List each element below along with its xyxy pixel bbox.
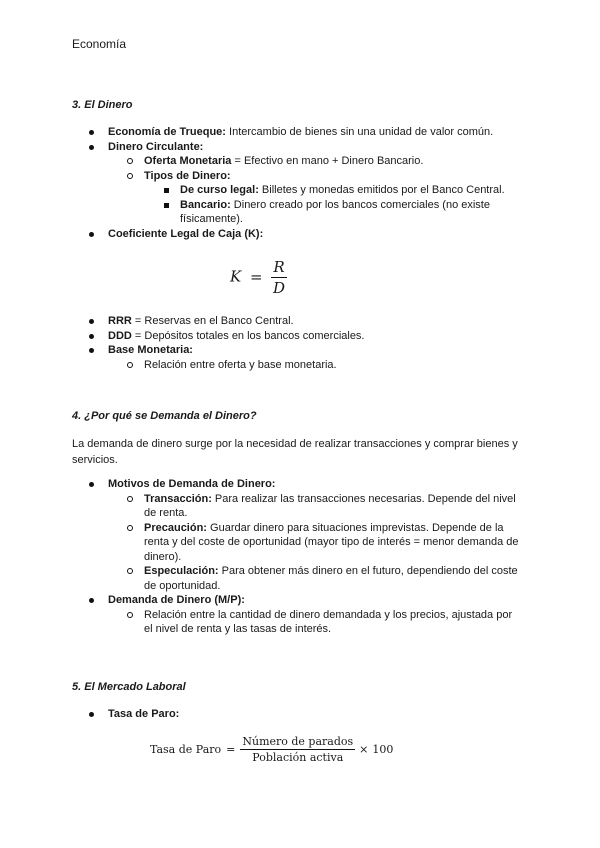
item-text: Relación entre la cantidad de dinero demandada y los precios, ajustada por el nivel de renta y las tasas de interés. [144,608,513,635]
item-label: Oferta Monetaria [144,155,232,167]
section-5-list [0,707,600,722]
circle-bullet-icon [127,492,133,507]
item-text: Para realizar las transacciones necesarias. Depende del nivel de renta. [144,492,516,519]
list-item [0,183,520,198]
list-item [0,358,600,373]
list-item [0,343,600,358]
formula-eq: = [250,267,263,286]
bullet-icon [89,329,94,344]
item-label: Tasa de Paro: [108,708,180,720]
page-header: Economía [72,37,127,51]
section-4-list [0,477,600,637]
bullet-icon [89,125,94,140]
item-text: Dinero creado por los bancos comerciales (no existe físicamente). [180,198,490,225]
item-text: = Reservas en el Banco Central. [131,315,294,327]
circle-bullet-icon [127,608,133,623]
item-text: Billetes y monedas emitidos por el Banco Central. [258,184,505,196]
formula-denominator: Población activa [252,751,344,764]
bullet-icon [89,227,94,242]
item-label: Base Monetaria: [108,344,193,356]
item-label: Demanda de Dinero (M/P): [108,594,245,606]
list-item [0,608,519,637]
list-item [0,564,519,593]
item-label: Economía de Trueque: [108,126,226,138]
item-label: Especulación: [144,565,219,577]
section-5-title: 5. El Mercado Laboral [72,681,186,693]
item-label: Coeficiente Legal de Caja (K): [108,227,264,240]
list-item [0,125,600,140]
list-item [0,169,600,184]
bullet-icon [89,477,94,492]
bullet-icon [89,707,94,722]
item-label: De curso legal: [180,184,259,196]
formula-paro [150,735,393,764]
list-item [0,227,600,242]
list-item [0,314,600,329]
item-label: DDD [108,329,132,342]
item-label: Tipos de Dinero: [144,169,231,182]
bullet-icon [89,140,94,155]
list-item [0,593,600,608]
item-label: Motivos de Demanda de Dinero: [108,478,276,490]
section-4-paragraph: La demanda de dinero surge por la necesidad de realizar transacciones y comprar bienes y servicios. [72,438,518,466]
item-text: Intercambio de bienes sin una unidad de valor común. [225,126,494,138]
section-4-title: 4. ¿Por qué se Demanda el Dinero? [72,410,257,422]
item-text: Relación entre oferta y base monetaria. [144,358,337,371]
item-text: Guardar dinero para situaciones imprevistas. Depende de la renta y del coste de oportunidad (mayor tipo de interés = menor demanda de dinero). [144,521,519,563]
formula-k [230,258,287,297]
list-item [0,477,600,492]
square-bullet-icon [164,198,169,213]
item-label: Bancario: [180,198,231,211]
section-3-list [0,125,600,241]
item-text: = Efectivo en mano + Dinero Bancario. [231,155,424,167]
list-item [0,521,519,565]
formula-lhs: Tasa de Paro [150,743,222,756]
item-label: Transacción: [144,492,212,505]
list-item [0,198,520,227]
formula-lhs: K [230,267,242,286]
circle-bullet-icon [127,169,133,184]
section-3-title: 3. El Dinero [72,99,133,111]
item-label: RRR [108,315,132,327]
item-label: Precaución: [144,521,207,534]
list-item [0,154,600,169]
circle-bullet-icon [127,521,133,536]
formula-times: × [359,743,369,756]
formula-numerator: Número de parados [242,735,354,748]
formula-denominator: D [272,279,286,297]
formula-fraction [271,258,286,297]
item-text: = Depósitos totales en los bancos comerciales. [131,329,365,342]
formula-numerator: R [273,258,285,276]
list-item [0,329,600,344]
item-text: Para obtener más dinero en el futuro, dependiendo del coste de oportunidad. [144,565,518,592]
section-3-list-2 [0,314,600,372]
formula-eq: = [226,743,236,756]
formula-fraction [240,735,355,764]
circle-bullet-icon [127,154,133,169]
circle-bullet-icon [127,564,133,579]
bullet-icon [89,593,94,608]
bullet-icon [89,343,94,358]
item-label: Dinero Circulante: [108,140,204,153]
list-item [0,492,519,521]
bullet-icon [89,314,94,329]
formula-factor: 100 [372,743,394,756]
list-item [0,140,600,155]
circle-bullet-icon [127,358,133,373]
square-bullet-icon [164,183,169,198]
list-item [0,707,600,722]
